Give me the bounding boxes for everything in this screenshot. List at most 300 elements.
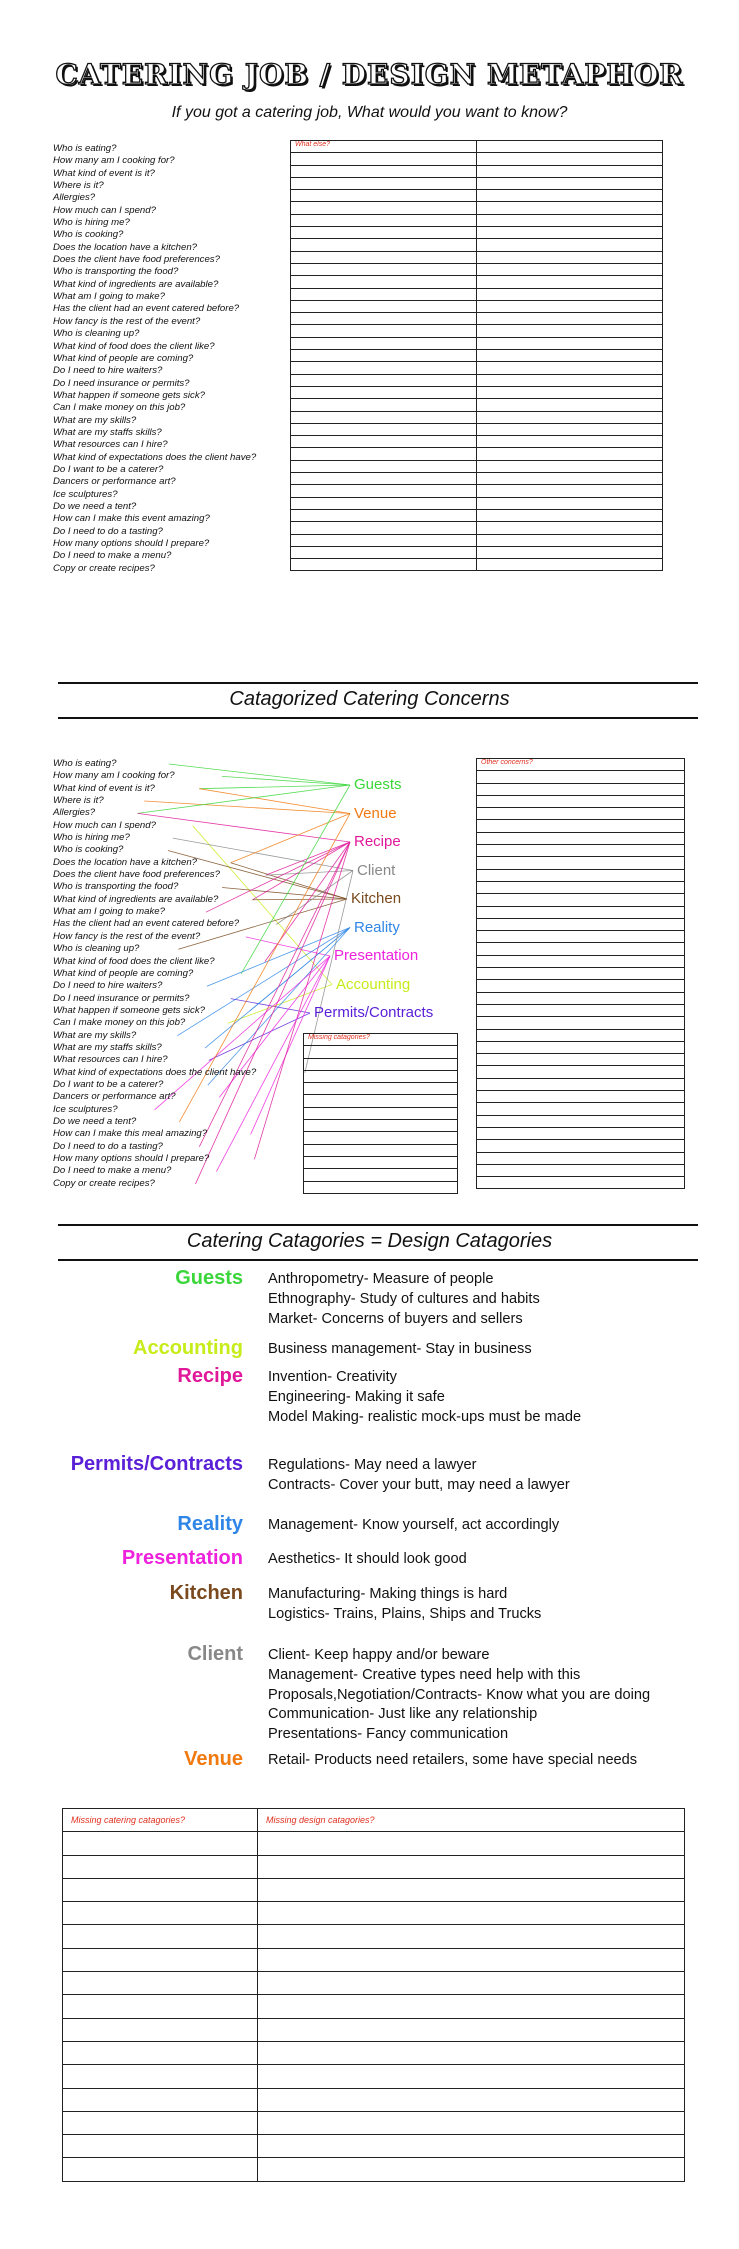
question-item: How much can I spend? xyxy=(53,204,156,216)
table-cell[interactable] xyxy=(258,1948,685,1971)
table-cell[interactable] xyxy=(304,1070,458,1082)
table-row xyxy=(477,894,685,906)
table-cell[interactable] xyxy=(477,190,663,202)
mapping-design-lines xyxy=(268,1368,581,1427)
table-cell[interactable] xyxy=(291,473,477,485)
table-row xyxy=(291,227,663,239)
table-cell[interactable] xyxy=(477,473,663,485)
table-row xyxy=(291,423,663,435)
table-cell[interactable] xyxy=(304,1169,458,1181)
table-cell[interactable] xyxy=(477,1054,685,1066)
question-item: Copy or create recipes? xyxy=(53,1177,155,1189)
question-item: What kind of event is it? xyxy=(53,167,155,179)
table-cell[interactable] xyxy=(477,931,685,943)
table-cell[interactable] xyxy=(304,1156,458,1168)
table-row xyxy=(477,857,685,869)
question-item: Who is cooking? xyxy=(53,844,124,856)
table-cell[interactable] xyxy=(477,1152,685,1164)
table-cell[interactable] xyxy=(477,337,663,349)
table-row xyxy=(304,1107,458,1119)
mapping-design-lines xyxy=(268,1456,570,1496)
table-cell[interactable] xyxy=(477,1029,685,1041)
table-cell[interactable] xyxy=(291,251,477,263)
question-item: Can I make money on this job? xyxy=(53,402,186,414)
table-cell[interactable] xyxy=(477,214,663,226)
category-label-client: Client xyxy=(357,861,396,879)
question-item: What kind of ingredients are available? xyxy=(53,278,219,290)
table-cell[interactable] xyxy=(477,263,663,275)
table-row xyxy=(63,2088,685,2111)
question-item: Dancers or performance art? xyxy=(53,476,176,488)
table-cell[interactable] xyxy=(63,1995,258,2018)
table-row xyxy=(477,1091,685,1103)
table-cell[interactable] xyxy=(258,1878,685,1901)
table-cell[interactable] xyxy=(477,881,685,893)
question-item: How many am I cooking for? xyxy=(53,155,175,167)
table-cell[interactable] xyxy=(477,992,685,1004)
table-cell[interactable] xyxy=(304,1083,458,1095)
mapping-line: Manufacturing- Making things is hard xyxy=(268,1586,508,1602)
table-row xyxy=(291,534,663,546)
mapping-category: Permits/Contracts xyxy=(70,1453,243,1475)
table-cell[interactable] xyxy=(291,177,477,189)
table-cell[interactable] xyxy=(477,1103,685,1115)
table-row xyxy=(63,2018,685,2041)
table-row xyxy=(291,522,663,534)
table-cell[interactable] xyxy=(477,350,663,362)
table-cell[interactable] xyxy=(477,980,685,992)
mapping-category: Guests xyxy=(175,1267,243,1289)
category-label-kitchen: Kitchen xyxy=(351,890,402,907)
table-cell[interactable] xyxy=(477,141,663,153)
table-cell[interactable] xyxy=(291,522,477,534)
table-cell[interactable] xyxy=(258,1855,685,1878)
table-cell[interactable] xyxy=(63,2041,258,2064)
question-item: Do we need a tent? xyxy=(53,500,137,512)
table-cell[interactable] xyxy=(477,968,685,980)
table-cell[interactable] xyxy=(291,362,477,374)
question-item: Do I need to hire waiters? xyxy=(53,365,163,377)
table-cell[interactable] xyxy=(63,2088,258,2111)
table-cell[interactable] xyxy=(477,386,663,398)
table-row xyxy=(477,980,685,992)
divider xyxy=(58,682,698,684)
table-cell[interactable] xyxy=(477,251,663,263)
table-cell[interactable] xyxy=(304,1144,458,1156)
table-row xyxy=(477,845,685,857)
table-row xyxy=(477,943,685,955)
table-row xyxy=(477,906,685,918)
table-cell[interactable] xyxy=(477,227,663,239)
table-cell[interactable] xyxy=(304,1107,458,1119)
table-cell[interactable] xyxy=(291,448,477,460)
table-row xyxy=(291,436,663,448)
table-cell[interactable] xyxy=(477,325,663,337)
table-row xyxy=(63,2135,685,2158)
table-cell[interactable] xyxy=(477,894,685,906)
table-cell[interactable]: Other concerns? xyxy=(477,759,685,771)
what-else-table xyxy=(290,140,663,571)
table-cell[interactable] xyxy=(477,165,663,177)
table-cell[interactable] xyxy=(258,2018,685,2041)
table-cell[interactable] xyxy=(477,177,663,189)
question-item: Do I want to be a caterer? xyxy=(53,463,164,475)
table-row xyxy=(291,190,663,202)
table-cell[interactable] xyxy=(291,350,477,362)
mapping-line: Aesthetics- It should look good xyxy=(268,1551,467,1567)
table-cell[interactable] xyxy=(477,1017,685,1029)
question-item: What kind of ingredients are available? xyxy=(53,893,219,905)
table-cell[interactable] xyxy=(291,202,477,214)
question-item: Where is it? xyxy=(53,795,104,807)
table-cell[interactable] xyxy=(291,337,477,349)
question-item: Who is hiring me? xyxy=(53,217,130,229)
table-row xyxy=(291,276,663,288)
table-row xyxy=(304,1169,458,1181)
table-row xyxy=(63,2111,685,2134)
table-cell[interactable] xyxy=(477,497,663,509)
table-row xyxy=(291,546,663,558)
table-row xyxy=(63,1902,685,1925)
table-row xyxy=(477,992,685,1004)
table-cell[interactable] xyxy=(258,1995,685,2018)
table-cell[interactable] xyxy=(477,485,663,497)
table-row xyxy=(63,1809,685,1832)
mapping-line: Presentations- Fancy communication xyxy=(268,1726,509,1743)
question-item: Allergies? xyxy=(53,192,96,204)
table-cell[interactable] xyxy=(63,1948,258,1971)
question-item: What kind of people are coming? xyxy=(53,352,194,364)
table-row xyxy=(291,300,663,312)
table-cell[interactable] xyxy=(63,2018,258,2041)
table-cell[interactable] xyxy=(291,399,477,411)
question-item: How fancy is the rest of the event? xyxy=(53,930,201,942)
question-item: Can I make money on this job? xyxy=(53,1017,186,1029)
mapping-design-lines xyxy=(268,1646,650,1745)
table-cell[interactable] xyxy=(477,1004,685,1016)
question-item: Who is transporting the food? xyxy=(53,881,179,893)
table-row xyxy=(291,239,663,251)
table-cell[interactable] xyxy=(291,153,477,165)
table-row xyxy=(291,251,663,263)
table-cell[interactable] xyxy=(63,1832,258,1855)
question-item: Do I need insurance or permits? xyxy=(53,992,190,1004)
table-cell[interactable] xyxy=(63,2065,258,2088)
table-cell[interactable] xyxy=(477,1164,685,1176)
table-cell[interactable] xyxy=(291,423,477,435)
question-item: Dancers or performance art? xyxy=(53,1091,176,1103)
table-row xyxy=(477,783,685,795)
mapping-category: Kitchen xyxy=(169,1582,243,1604)
table-cell[interactable] xyxy=(258,2065,685,2088)
table-cell[interactable] xyxy=(291,300,477,312)
table-row xyxy=(477,1152,685,1164)
table-cell[interactable] xyxy=(477,808,685,820)
mapping-category: Accounting xyxy=(133,1337,243,1359)
table-cell[interactable]: Missing catagories? xyxy=(304,1034,458,1046)
table-cell[interactable] xyxy=(477,300,663,312)
table-row xyxy=(304,1046,458,1058)
category-label-presentation: Presentation xyxy=(334,947,419,964)
mapping-line: Market- Concerns of buyers and sellers xyxy=(268,1310,523,1327)
table-row xyxy=(304,1083,458,1095)
table-row xyxy=(291,337,663,349)
table-row xyxy=(291,386,663,398)
question-item: What kind of people are coming? xyxy=(53,967,194,979)
table-row xyxy=(291,399,663,411)
table-cell[interactable] xyxy=(304,1058,458,1070)
question-item: Allergies? xyxy=(53,807,96,819)
table-row xyxy=(477,820,685,832)
table-row xyxy=(477,759,685,771)
table-cell[interactable] xyxy=(477,783,685,795)
table-cell[interactable] xyxy=(258,2041,685,2064)
table-cell[interactable] xyxy=(291,313,477,325)
question-item: Who is cleaning up? xyxy=(53,328,140,340)
table-row xyxy=(304,1095,458,1107)
mapping-design-lines xyxy=(268,1751,637,1771)
question-item: What are my skills? xyxy=(53,1029,137,1041)
other-concerns-table xyxy=(476,758,685,1189)
table-cell[interactable] xyxy=(477,460,663,472)
table-cell[interactable] xyxy=(477,869,685,881)
table-cell[interactable] xyxy=(477,906,685,918)
table-row xyxy=(477,1115,685,1127)
table-cell[interactable] xyxy=(63,1878,258,1901)
table-cell[interactable] xyxy=(63,1925,258,1948)
table-cell[interactable] xyxy=(477,795,685,807)
table-row xyxy=(477,1041,685,1053)
table-cell[interactable]: Missing design catagories? xyxy=(258,1809,685,1832)
table-cell[interactable] xyxy=(63,2158,258,2181)
table-row xyxy=(291,153,663,165)
table-cell[interactable] xyxy=(258,1972,685,1995)
mapping-category: Presentation xyxy=(121,1547,243,1569)
table-cell[interactable] xyxy=(291,288,477,300)
table-cell[interactable] xyxy=(63,2135,258,2158)
question-item: Who is eating? xyxy=(53,143,117,154)
table-cell[interactable] xyxy=(291,165,477,177)
question-item: What am I going to make? xyxy=(53,291,165,303)
table-row xyxy=(477,808,685,820)
question-item: Does the location have a kitchen? xyxy=(53,856,197,868)
table-cell[interactable] xyxy=(258,2111,685,2134)
table-cell[interactable] xyxy=(477,522,663,534)
page-subtitle: If you got a catering job, What would you want to know? xyxy=(171,104,568,121)
table-cell[interactable] xyxy=(304,1095,458,1107)
mapping-line: Communication- Just like any relationship xyxy=(268,1706,538,1723)
table-row xyxy=(63,1925,685,1948)
table-cell[interactable] xyxy=(477,313,663,325)
table-cell[interactable] xyxy=(63,1855,258,1878)
table-cell[interactable] xyxy=(291,411,477,423)
question-item: Does the client have food preferences? xyxy=(53,254,220,266)
question-item: Ice sculptures? xyxy=(53,488,118,500)
table-row xyxy=(291,177,663,189)
category-label-recipe: Recipe xyxy=(354,833,401,850)
table-cell[interactable] xyxy=(291,276,477,288)
missing-categories-table xyxy=(303,1033,458,1194)
table-cell[interactable] xyxy=(477,857,685,869)
table-cell[interactable] xyxy=(477,374,663,386)
table-row xyxy=(477,1054,685,1066)
table-cell[interactable] xyxy=(477,1127,685,1139)
table-cell[interactable] xyxy=(291,534,477,546)
table-row xyxy=(291,559,663,571)
table-cell[interactable] xyxy=(477,918,685,930)
table-cell[interactable] xyxy=(258,1832,685,1855)
mapping-category: Venue xyxy=(184,1748,243,1770)
question-item: Do I want to be a caterer? xyxy=(53,1078,164,1090)
table-row xyxy=(477,1066,685,1078)
question-item: What resources can I hire? xyxy=(53,1054,168,1066)
question-item: How many am I cooking for? xyxy=(53,770,175,782)
table-row xyxy=(477,955,685,967)
table-cell[interactable] xyxy=(477,288,663,300)
question-item: Does the location have a kitchen? xyxy=(53,241,197,253)
table-cell[interactable] xyxy=(477,1177,685,1189)
table-cell[interactable] xyxy=(258,1925,685,1948)
table-row xyxy=(477,1017,685,1029)
table-row xyxy=(291,325,663,337)
question-item: Who is eating? xyxy=(53,758,117,769)
table-cell[interactable] xyxy=(477,448,663,460)
table-cell[interactable] xyxy=(304,1046,458,1058)
table-cell[interactable] xyxy=(304,1120,458,1132)
table-row xyxy=(304,1034,458,1046)
table-cell[interactable] xyxy=(477,534,663,546)
mapping-line: Model Making- realistic mock-ups must be made xyxy=(268,1408,582,1425)
table-cell[interactable] xyxy=(258,1902,685,1925)
table-cell[interactable] xyxy=(291,263,477,275)
table-cell[interactable] xyxy=(63,2111,258,2134)
mapping-line: Management- Know yourself, act accordingly xyxy=(268,1517,560,1533)
mapping-line: Invention- Creativity xyxy=(268,1369,397,1385)
question-item: Copy or create recipes? xyxy=(53,562,155,574)
question-item: Who is hiring me? xyxy=(53,832,130,844)
table-cell[interactable] xyxy=(63,1972,258,1995)
table-cell[interactable] xyxy=(304,1132,458,1144)
table-cell[interactable] xyxy=(477,153,663,165)
question-item: Has the client had an event catered before? xyxy=(53,918,240,930)
table-cell[interactable] xyxy=(291,386,477,398)
table-cell[interactable] xyxy=(291,559,477,571)
question-item: Does the client have food preferences? xyxy=(53,869,220,881)
category-label-accounting: Accounting xyxy=(336,975,411,993)
table-cell[interactable] xyxy=(477,509,663,521)
question-item: Do I need to do a tasting? xyxy=(53,525,163,537)
table-cell[interactable] xyxy=(291,509,477,521)
table-row xyxy=(63,1832,685,1855)
table-cell[interactable] xyxy=(291,546,477,558)
mapping-category: Reality xyxy=(177,1513,243,1535)
question-item: What are my skills? xyxy=(53,414,137,426)
table-cell[interactable] xyxy=(477,1091,685,1103)
table-cell[interactable] xyxy=(477,559,663,571)
table-cell[interactable] xyxy=(258,2158,685,2181)
table-cell[interactable] xyxy=(477,202,663,214)
table-cell[interactable] xyxy=(63,1902,258,1925)
table-cell[interactable] xyxy=(304,1181,458,1193)
mapping-line: Proposals,Negotiation/Contracts- Know what you are doing xyxy=(268,1686,651,1703)
table-cell[interactable]: Missing catering catagories? xyxy=(63,1809,258,1832)
question-item: How can I make this meal amazing? xyxy=(53,1128,208,1140)
table-row xyxy=(63,2158,685,2181)
table-row xyxy=(291,214,663,226)
table-row xyxy=(477,968,685,980)
question-item: What kind of expectations does the client have? xyxy=(53,451,257,463)
table-row xyxy=(477,1103,685,1115)
table-cell[interactable] xyxy=(477,943,685,955)
table-cell[interactable] xyxy=(477,832,685,844)
table-cell[interactable] xyxy=(258,2135,685,2158)
table-cell[interactable] xyxy=(477,423,663,435)
table-row xyxy=(291,509,663,521)
table-cell[interactable] xyxy=(291,227,477,239)
table-row xyxy=(291,165,663,177)
table-cell[interactable] xyxy=(477,362,663,374)
table-cell[interactable] xyxy=(291,239,477,251)
table-row xyxy=(291,350,663,362)
table-cell[interactable] xyxy=(291,485,477,497)
mapping-line: Engineering- Making it safe xyxy=(268,1388,445,1405)
table-cell[interactable] xyxy=(291,497,477,509)
question-item: What am I going to make? xyxy=(53,906,165,918)
table-cell[interactable] xyxy=(477,820,685,832)
table-cell[interactable] xyxy=(477,436,663,448)
table-cell[interactable] xyxy=(477,771,685,783)
question-item: What happen if someone gets sick? xyxy=(53,389,205,401)
table-row xyxy=(63,1855,685,1878)
table-row xyxy=(477,1140,685,1152)
question-item: Do I need insurance or permits? xyxy=(53,377,190,389)
table-cell[interactable] xyxy=(291,460,477,472)
table-row xyxy=(291,411,663,423)
table-cell[interactable] xyxy=(477,1078,685,1090)
category-label-venue: Venue xyxy=(354,804,397,822)
table-cell[interactable] xyxy=(477,1115,685,1127)
table-cell[interactable] xyxy=(477,1041,685,1053)
table-cell[interactable] xyxy=(291,374,477,386)
table-row xyxy=(291,313,663,325)
table-cell[interactable] xyxy=(477,546,663,558)
table-cell[interactable] xyxy=(477,399,663,411)
question-item: How many options should I prepare? xyxy=(53,538,210,549)
table-cell[interactable] xyxy=(477,1140,685,1152)
table-cell[interactable] xyxy=(477,845,685,857)
table-cell[interactable] xyxy=(477,411,663,423)
table-cell[interactable] xyxy=(291,325,477,337)
table-cell[interactable] xyxy=(291,214,477,226)
category-label-permits-contracts: Permits/Contracts xyxy=(314,1004,434,1021)
table-row xyxy=(304,1181,458,1193)
table-cell[interactable] xyxy=(291,190,477,202)
question-item: What are my staffs skills? xyxy=(53,1041,162,1053)
missing-categories-bottom-table xyxy=(62,1808,685,2182)
table-cell[interactable] xyxy=(477,276,663,288)
question-item: What kind of food does the client like? xyxy=(53,955,215,967)
table-cell[interactable] xyxy=(477,955,685,967)
table-cell[interactable] xyxy=(477,239,663,251)
mapping-line: Business management- Stay in business xyxy=(268,1341,532,1357)
table-cell[interactable] xyxy=(291,436,477,448)
mapping-category: Recipe xyxy=(177,1365,243,1387)
table-row xyxy=(304,1132,458,1144)
table-cell[interactable] xyxy=(477,1066,685,1078)
table-row xyxy=(477,1177,685,1189)
table-cell[interactable]: What else? xyxy=(291,141,477,153)
table-cell[interactable] xyxy=(258,2088,685,2111)
